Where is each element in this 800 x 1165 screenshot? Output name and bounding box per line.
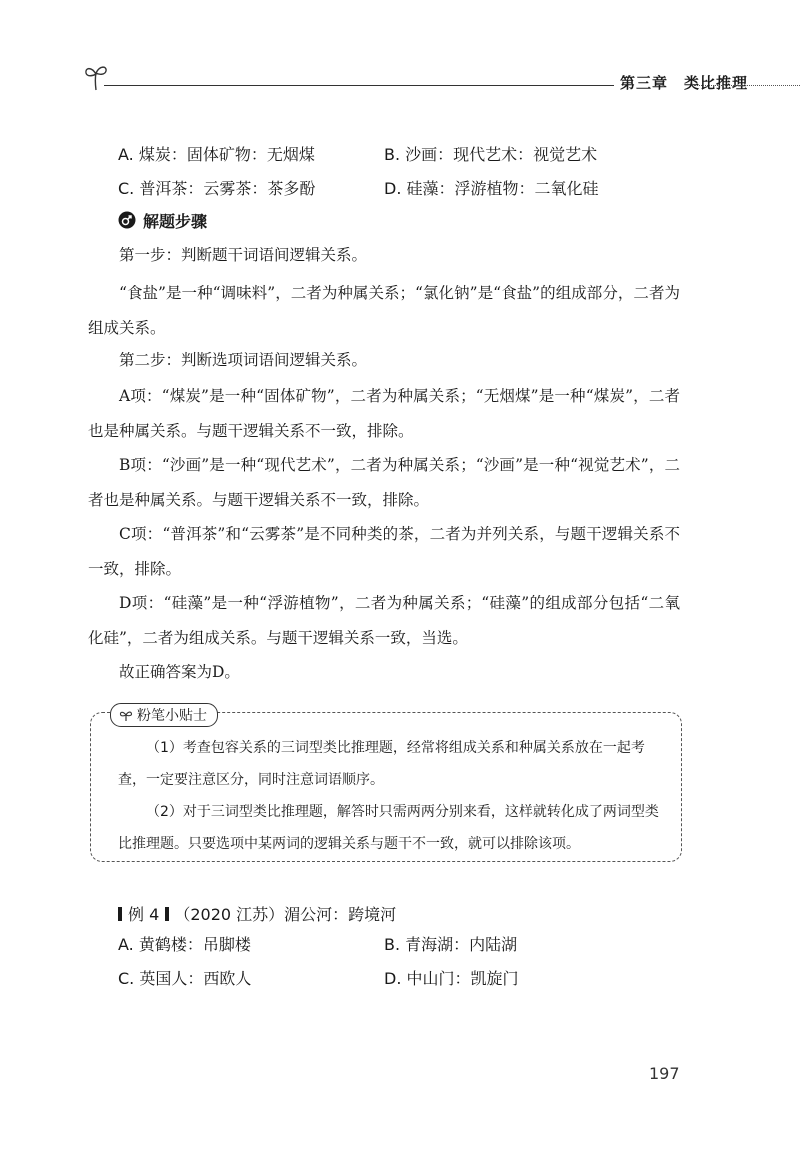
example-bar-right: [165, 907, 169, 921]
example-options-row-1: [118, 932, 718, 958]
page-header: [82, 60, 749, 96]
solution-heading: [118, 208, 207, 232]
example-option-b: B. 青海湖：内陆湖: [384, 935, 518, 954]
sprout-icon: [82, 60, 110, 92]
analysis-c: C项：“普洱茶”和“云雾茶”是不同种类的茶，二者为并列关系，与题干逻辑关系不一致，排除。: [88, 525, 680, 578]
chapter-name: 类比推理: [684, 74, 749, 92]
example-bar-left: [118, 907, 122, 921]
tips-label: [110, 703, 218, 727]
tip-2: （2）对于三词型类比推理题，解答时只需两两分别来看，这样就转化成了两词型类比推理题。只要选项中某两词的逻辑关系与题干不一致，就可以排除该项。: [118, 804, 659, 852]
header-dotted-rule: [694, 85, 800, 86]
example-4-stem: [118, 902, 698, 928]
sprout-small-icon: [119, 708, 133, 722]
example-options-row-2: [118, 966, 718, 992]
analysis-d: D项：“硅藻”是一种“浮游植物”，二者为种属关系；“硅藻”的组成部分包括“二氧化硅”，二者为组成关系。与题干逻辑关系一致，当选。: [88, 594, 680, 647]
analysis-b: B项：“沙画”是一种“现代艺术”，二者为种属关系；“沙画”是一种“视觉艺术”，二者也是种属关系。与题干逻辑关系不一致，排除。: [88, 456, 680, 509]
analysis-a: A项：“煤炭”是一种“固体矿物”，二者为种属关系；“无烟煤”是一种“煤炭”，二者也是种属关系。与题干逻辑关系不一致，排除。: [88, 387, 680, 440]
option-c: C. 普洱茶：云雾茶：茶多酚: [118, 179, 316, 198]
example-option-c: C. 英国人：西欧人: [118, 969, 252, 988]
header-rule: [104, 85, 614, 86]
step1-detail: “食盐”是一种“调味料”，二者为种属关系；“氯化钠”是“食盐”的组成部分，二者为组成关系。: [88, 284, 680, 337]
example-option-d: D. 中山门：凯旋门: [384, 969, 519, 988]
option-d: D. 硅藻：浮游植物：二氧化硅: [384, 179, 599, 198]
option-b: B. 沙画：现代艺术：视觉艺术: [384, 145, 598, 164]
option-a: A. 煤炭：固体矿物：无烟煤: [118, 145, 315, 164]
chapter-title: [620, 72, 748, 93]
tips-label-text: 粉笔小贴士: [137, 708, 207, 724]
step2-text: 第二步：判断选项词语间逻辑关系。: [119, 351, 368, 369]
example-stem: （2020 江苏）湄公河：跨境河: [174, 905, 397, 924]
page-number: 197: [649, 1064, 680, 1083]
solution-icon: [118, 211, 136, 229]
chapter-number: 第三章: [620, 74, 669, 92]
options-row-1: [118, 142, 718, 168]
example-option-a: A. 黄鹤楼：吊脚楼: [118, 935, 251, 954]
step1-text: 第一步：判断题干词语间逻辑关系。: [119, 246, 368, 264]
options-row-2: [118, 176, 718, 202]
example-label: 例 4: [128, 905, 160, 924]
answer-text: 故正确答案为D。: [119, 663, 240, 681]
solution-heading-text: 解题步骤: [143, 211, 208, 231]
tip-1: （1）考查包容关系的三词型类比推理题，经常将组成关系和种属关系放在一起考查，一定要注意区分，同时注意词语顺序。: [118, 740, 645, 788]
